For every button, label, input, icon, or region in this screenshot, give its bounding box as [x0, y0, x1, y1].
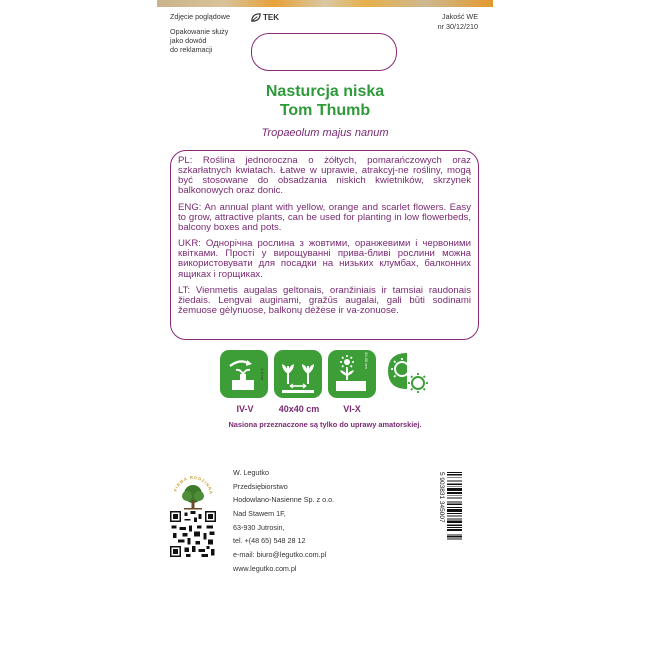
barcode-bar: [447, 488, 462, 491]
complaint-note: [170, 27, 240, 54]
tek-label: TEK: [263, 13, 279, 22]
barcode-bar: [447, 524, 462, 526]
latin-name: Tropaeolum majus nanum: [261, 127, 389, 139]
leaf-icon: [250, 12, 261, 23]
complaint-line: do reklamacji: [170, 45, 213, 54]
quality-note: [438, 12, 478, 31]
description-box: [170, 150, 479, 340]
description-eng: ENG: An annual plant with yellow, orange and scarlet flowers. Easy to grow, attractive plants, can be used for planting in low flowerbeds, balcony boxes and pots.: [178, 201, 471, 233]
company-line: tel. +(48 65) 548 28 12: [233, 536, 306, 546]
amateur-use-note: Nasiona przeznaczone są tylko do uprawy amatorskiej.: [228, 420, 422, 429]
barcode-bar: [447, 501, 462, 502]
sowing-period: IV-V: [236, 404, 254, 414]
barcode-bar: [447, 474, 462, 476]
quality-line: Jakość WE: [442, 12, 478, 21]
barcode-bar: [447, 498, 462, 499]
svg-text:5 903831 345007: 5 903831 345007: [438, 472, 445, 523]
barcode-bar: [447, 539, 462, 540]
barcode-bar: [447, 534, 462, 535]
description-ukr: UKR: Однорічна рослина з жовтими, оранжевими і червоними квітками. Прості у вирощуванні прива-бливі рослини можна використовувати для посадки на низьких клумбах, балконних ящиках і горщиках.: [178, 238, 471, 280]
barcode-bar: [447, 503, 462, 505]
barcode-bar: [447, 495, 462, 496]
photo-note: Zdjęcie poglądowe: [170, 12, 230, 21]
sowing-depth: 1-4 cm: [260, 368, 265, 381]
barcode-bar: [447, 519, 462, 520]
company-line: 63-930 Jutrosin,: [233, 522, 285, 532]
company-line: Przedsiębiorstwo: [233, 481, 288, 491]
company-line: e-mail: biuro@legutko.com.pl: [233, 550, 327, 560]
svg-text:FIRMA RODZINNA: FIRMA RODZINNA: [172, 474, 215, 496]
flowering-height: 20-30 cm: [364, 352, 369, 369]
complaint-line: jako dowód: [170, 36, 207, 45]
barcode: [437, 470, 463, 566]
qr-code: [170, 511, 216, 557]
barcode-bar: [447, 509, 462, 512]
product-variety: Tom Thumb: [279, 102, 371, 119]
barcode-bar: [447, 527, 462, 528]
description-pl: PL: Roślina jednoroczna o żółtych, pomarańczowych oraz szkarłatnych kwiatach. Łatwe w uprawie, atrakcyj-ne rośliny, mogą być stosowane do obsadzania niskich kwietników, skrzynek balkonowych oraz donic.: [178, 155, 471, 197]
barcode-bar: [447, 516, 462, 517]
company-line: Hodowlano-Nasienne Sp. z o.o.: [233, 495, 335, 505]
quality-line: nr 30/12/210: [437, 21, 478, 31]
barcode-bar: [447, 486, 462, 487]
sun-halfshade-icon: [382, 349, 432, 399]
barcode-bar: [447, 477, 462, 478]
company-line: Nad Stawem 1F,: [233, 509, 286, 519]
complaint-line: Opakowanie służy: [170, 27, 229, 36]
product-name: Nasturcja niska: [265, 83, 385, 100]
barcode-bar: [447, 483, 462, 485]
company-line: www.legutko.com.pl: [233, 563, 297, 573]
product-photo-strip: [157, 0, 493, 7]
barcode-bar: [447, 513, 462, 514]
plant-spacing: 40x40 cm: [278, 404, 320, 414]
barcode-bar: [447, 536, 462, 538]
tek-mark: [250, 12, 279, 23]
company-info: [233, 466, 334, 575]
spacing-icon: [274, 350, 322, 398]
barcode-bar: [447, 520, 462, 523]
barcode-bar: [447, 507, 462, 508]
description-lt: LT: Vienmetis augalas geltonais, oranžiniais ir tamsiai raudonais žiedais. Lengvai auginami, gražūs augalai, gali būti sodinami žemuose gėlynuose, balkonų dėžėse ir va-zonuose.: [178, 284, 471, 317]
barcode-bar: [447, 481, 462, 482]
barcode-bar: [447, 472, 462, 473]
barcode-bar: [447, 492, 462, 494]
company-line: W. Legutko: [233, 468, 269, 477]
flowering-period: VI-X: [343, 404, 361, 414]
batch-stamp-field: [251, 33, 397, 71]
company-logo: [170, 472, 216, 512]
barcode-bar: [447, 529, 462, 531]
